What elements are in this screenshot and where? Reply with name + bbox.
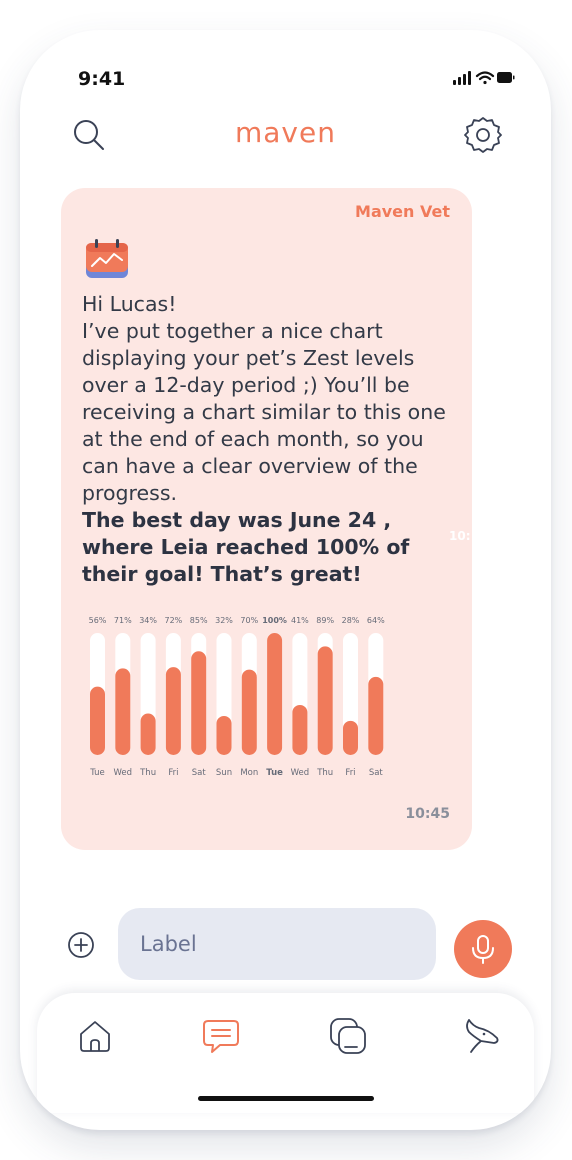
message-bubble <box>61 188 472 850</box>
bar <box>267 633 282 755</box>
bar <box>191 651 206 755</box>
app-header <box>20 110 551 160</box>
bar <box>368 677 383 755</box>
bar-category-label: Sat <box>191 768 206 778</box>
message-greeting: Hi Lucas! <box>82 292 177 316</box>
microphone-button[interactable] <box>454 920 512 978</box>
phone-frame <box>20 30 551 1130</box>
bar-value-label: 64% <box>366 616 385 625</box>
bar <box>343 721 358 755</box>
bar-value-label: 28% <box>341 616 360 625</box>
message-composer <box>20 908 551 980</box>
home-indicator <box>198 1096 374 1101</box>
bar-value-label: 34% <box>139 616 157 625</box>
message-sender: Maven Vet <box>355 202 450 221</box>
bar-category-label: Sun <box>215 768 233 778</box>
gear-icon[interactable] <box>464 116 502 154</box>
bar-category-label: Tue <box>266 768 283 778</box>
zest-bar-chart <box>82 613 392 783</box>
bar-value-label: 100% <box>262 616 287 625</box>
bar <box>166 667 181 755</box>
add-circle-icon[interactable] <box>67 931 95 959</box>
status-time: 9:41 <box>78 68 126 90</box>
cards-icon[interactable] <box>329 1017 369 1057</box>
bar-category-label: Sat <box>368 768 383 778</box>
bar <box>90 687 105 755</box>
bar-value-label: 41% <box>291 616 309 625</box>
bar-category-label: Thu <box>140 768 157 778</box>
microphone-icon <box>454 920 512 978</box>
bottom-tab-bar <box>37 993 534 1113</box>
bar <box>217 716 232 755</box>
wifi-icon <box>477 73 493 85</box>
app-logo: maven <box>235 116 336 149</box>
home-icon[interactable] <box>77 1018 113 1054</box>
bar-value-label: 71% <box>113 616 132 625</box>
bar-category-label: Fri <box>168 768 179 778</box>
bar <box>318 646 333 755</box>
bar-value-label: 89% <box>316 616 335 625</box>
message-highlight: The best day was June 24 , where Leia reached 100% of their goal! That’s great! <box>82 508 410 586</box>
bar-category-label: Wed <box>113 768 133 778</box>
bar <box>141 714 156 755</box>
bar-value-label: 85% <box>189 616 208 625</box>
message-timestamp: 10:45 <box>405 806 450 822</box>
message-body: I’ve put together a nice chart displaying your pet’s Zest levels over a 12-day period ;) You’ll be receiving a chart similar to this one at the end of each month, so you can have a clear overview of the progress. <box>82 319 446 505</box>
calendar-chart-icon <box>84 238 130 280</box>
battery-icon <box>497 72 515 83</box>
message-input[interactable]: Label <box>118 908 436 980</box>
bar <box>115 668 130 755</box>
status-icons <box>425 70 515 86</box>
bar-value-label: 32% <box>215 616 233 625</box>
bar <box>292 705 307 755</box>
bar-category-label: Fri <box>345 768 356 778</box>
chat-icon[interactable] <box>202 1019 240 1055</box>
bar <box>242 670 257 755</box>
bar-value-label: 70% <box>240 616 259 625</box>
bar-category-label: Wed <box>290 768 310 778</box>
bar-category-label: Thu <box>317 768 334 778</box>
bar-value-label: 72% <box>164 616 183 625</box>
bar-category-label: Mon <box>240 768 259 778</box>
bar-category-label: Tue <box>90 768 105 778</box>
next-message-timestamp-peek: 10: <box>449 529 471 543</box>
bar-value-label: 56% <box>88 616 107 625</box>
message-text <box>82 291 462 588</box>
pet-icon[interactable] <box>459 1016 501 1056</box>
signal-icon <box>453 71 471 85</box>
